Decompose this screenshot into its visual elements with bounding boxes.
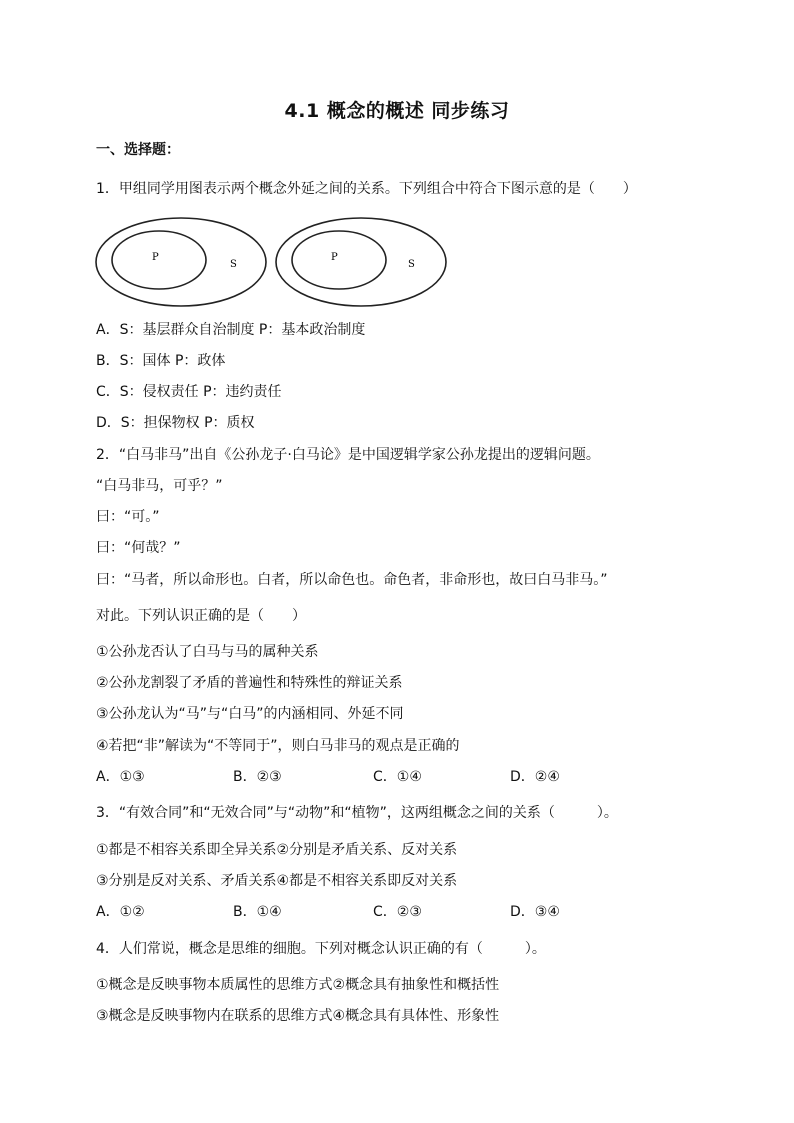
q4-statement: ①概念是反映事物本质属性的思维方式②概念具有抽象性和概括性 — [96, 977, 500, 993]
q2-statement: ③公孙龙认为“马”与“白马”的内涵相同、外延不同 — [96, 706, 404, 722]
q2-line: 曰：“马者，所以命形也。白者，所以命色也。命色者，非命形也，故曰白马非马。” — [96, 572, 608, 588]
q3-option-d: D．③④ — [510, 904, 560, 920]
q2-line: 曰：“何哉？” — [96, 540, 181, 556]
q1-option-b: B．S：国体 P：政体 — [96, 353, 226, 369]
q3-statement: ①都是不相容关系即全异关系②分别是矛盾关系、反对关系 — [96, 842, 458, 858]
venn-diagram-right — [276, 218, 446, 306]
s-label: S — [408, 259, 415, 270]
p-label: P — [152, 252, 159, 263]
q3-statement: ③分别是反对关系、矛盾关系④都是不相容关系即反对关系 — [96, 873, 458, 889]
q1-option-c: C．S：侵权责任 P：违约责任 — [96, 384, 282, 400]
page-title: 4.1 概念的概述 同步练习 — [284, 100, 510, 122]
q2-line: 对此。下列认识正确的是（ ） — [96, 608, 306, 624]
q2-option-c: C．①④ — [373, 769, 422, 785]
q2-option-d: D．②④ — [510, 769, 560, 785]
p-label: P — [331, 252, 338, 263]
q2-statement: ①公孙龙否认了白马与马的属种关系 — [96, 644, 319, 660]
s-label: S — [230, 259, 237, 270]
venn-diagram-left — [96, 218, 266, 306]
q4-statement: ③概念是反映事物内在联系的思维方式④概念具有具体性、形象性 — [96, 1008, 500, 1024]
q3-option-b: B．①④ — [233, 904, 282, 920]
inner-ellipse-p — [112, 231, 206, 289]
q2-line: “白马非马，可乎？” — [96, 478, 223, 494]
outer-ellipse-s — [96, 218, 266, 306]
q2-options — [96, 767, 616, 787]
q3-option-a: A．①② — [96, 904, 145, 920]
inner-ellipse-p — [292, 231, 386, 289]
q2-option-b: B．②③ — [233, 769, 282, 785]
venn-diagram — [94, 215, 454, 310]
q1-option-a: A．S：基层群众自治制度 P：基本政治制度 — [96, 322, 366, 338]
q2-statement: ②公孙龙割裂了矛盾的普遍性和特殊性的辩证关系 — [96, 675, 403, 691]
q4-stem: 4．人们常说，概念是思维的细胞。下列对概念认识正确的有（ ）。 — [96, 941, 546, 957]
q3-stem: 3．“有效合同”和“无效合同”与“动物”和“植物”，这两组概念之间的关系（ ）。 — [96, 805, 618, 821]
q2-stem: 2．“白马非马”出自《公孙龙子·白马论》是中国逻辑学家公孙龙提出的逻辑问题。 — [96, 447, 600, 463]
q1-stem: 1．甲组同学用图表示两个概念外延之间的关系。下列组合中符合下图示意的是（ ） — [96, 181, 637, 197]
q3-option-c: C．②③ — [373, 904, 422, 920]
q1-option-d: D．S：担保物权 P：质权 — [96, 415, 255, 431]
q2-option-a: A．①③ — [96, 769, 145, 785]
outer-ellipse-s — [276, 218, 446, 306]
q3-options — [96, 902, 616, 922]
section-heading: 一、选择题： — [96, 142, 180, 158]
q2-statement: ④若把“非”解读为“不等同于”，则白马非马的观点是正确的 — [96, 738, 460, 754]
q2-line: 曰：“可。” — [96, 509, 160, 525]
